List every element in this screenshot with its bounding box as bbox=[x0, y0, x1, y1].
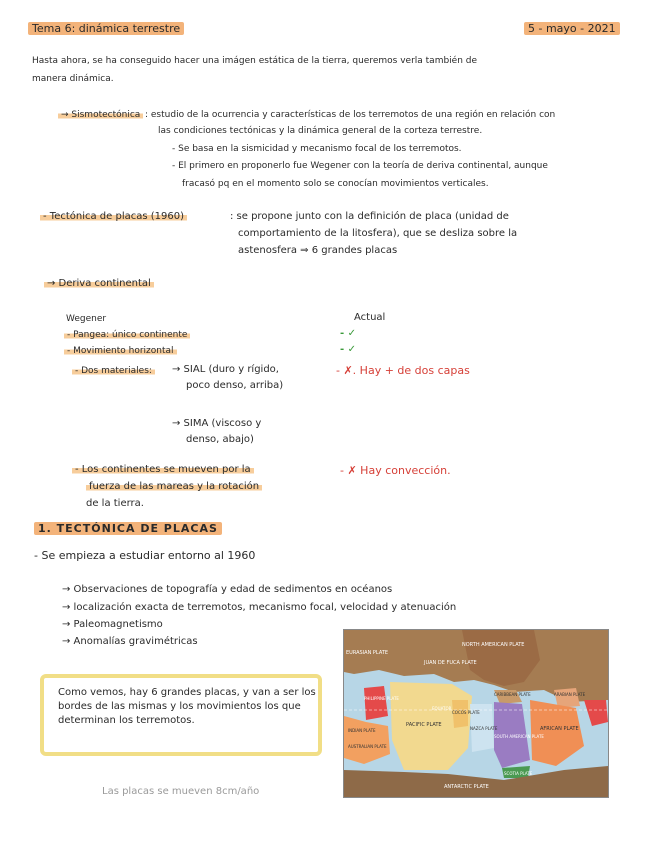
sismotectonica-def-2: las condiciones tectónicas y la dinámica general de la corteza terrestre. bbox=[158, 126, 483, 136]
sial-line-1: → SIAL (duro y rígido, bbox=[172, 364, 279, 375]
map-label-philippine: PHILIPPINE PLATE bbox=[364, 696, 399, 701]
map-label-scotia: SCOTIA PLATE bbox=[504, 771, 533, 776]
section-1-item-3: → Paleomagnetismo bbox=[62, 619, 163, 630]
map-label-pacific: PACIFIC PLATE bbox=[406, 722, 442, 728]
continentes-line-3: de la tierra. bbox=[86, 498, 144, 509]
section-1-item-1: → Observaciones de topografía y edad de sedimentos en océanos bbox=[62, 584, 393, 595]
footer-note: Las placas se mueven 8cm/año bbox=[102, 786, 260, 797]
section-1-line: - Se empieza a estudiar entorno al 1960 bbox=[34, 549, 256, 562]
sismotectonica-bullet-2: - El primero en proponerlo fue Wegener con la teoría de deriva continental, aunque bbox=[172, 161, 548, 171]
map-label-cocos: COCOS PLATE bbox=[452, 710, 480, 715]
map-label-juan-de-fuca: JUAN DE FUCA PLATE bbox=[424, 660, 477, 666]
section-1-title: 1. TECTÓNICA DE PLACAS bbox=[34, 522, 222, 535]
tectonica-def-2: comportamiento de la litosfera), que se desliza sobre la bbox=[238, 228, 518, 239]
map-label-north-american: NORTH AMERICAN PLATE bbox=[462, 642, 525, 648]
continentes-line-2: fuerza de las mareas y la rotación bbox=[86, 481, 262, 492]
sismotectonica-bullet-1: - Se basa en la sismicidad y mecanismo focal de los terremotos. bbox=[172, 144, 462, 154]
map-label-eurasian: EURASIAN PLATE bbox=[346, 650, 389, 656]
sismotectonica-term: → Sismotectónica bbox=[58, 110, 143, 120]
dos-materiales-label: - Dos materiales: bbox=[72, 366, 155, 376]
deriva-title: → Deriva continental bbox=[44, 278, 154, 289]
map-label-arabian: ARABIAN PLATE bbox=[554, 692, 586, 697]
sima-line-2: denso, abajo) bbox=[186, 434, 254, 445]
sial-line-2: poco denso, arriba) bbox=[186, 380, 284, 391]
map-label-south-american: SOUTH AMERICAN PLATE bbox=[494, 734, 544, 739]
note-text: Como vemos, hay 6 grandes placas, y van a ser los bordes de las mismas y los movimientos los que determinan los terremotos. bbox=[58, 687, 316, 726]
tectonica-def-1: : se propone junto con la definición de placa (unidad de bbox=[230, 211, 509, 222]
map-label-australian: AUSTRALIAN PLATE bbox=[348, 744, 387, 749]
check-icon: - ✓ bbox=[340, 328, 357, 339]
continentes-line-1: - Los continentes se mueven por la bbox=[72, 464, 254, 475]
continentes-actual: - ✗ Hay convección. bbox=[340, 464, 451, 477]
map-label-indian: INDIAN PLATE bbox=[348, 728, 376, 733]
intro-line-2: manera dinámica. bbox=[32, 74, 114, 84]
tectonica-def-3: astenosfera ⇒ 6 grandes placas bbox=[238, 245, 398, 256]
intro-line-1: Hasta ahora, se ha conseguido hacer una imágen estática de la tierra, queremos verla también de bbox=[32, 56, 478, 66]
map-label-caribbean: CARIBBEAN PLATE bbox=[494, 692, 531, 697]
page-title: Tema 6: dinámica terrestre bbox=[28, 22, 184, 35]
sismotectonica-bullet-3: fracasó pq en el momento solo se conocían movimientos verticales. bbox=[182, 179, 489, 189]
section-1-item-2: → localización exacta de terremotos, mecanismo focal, velocidad y atenuación bbox=[62, 602, 457, 613]
tectonica-term: - Tectónica de placas (1960) bbox=[40, 211, 187, 222]
deriva-row-pangea: - Pangea: único continente bbox=[64, 330, 190, 340]
map-label-antarctic: ANTARCTIC PLATE bbox=[444, 784, 489, 790]
map-label-equator: EQUATOR bbox=[432, 706, 452, 711]
map-label-african: AFRICAN PLATE bbox=[540, 726, 579, 732]
section-1-item-4: → Anomalías gravimétricas bbox=[62, 636, 198, 647]
map-label-nazca: NAZCA PLATE bbox=[470, 726, 498, 731]
wegener-header: Wegener bbox=[66, 314, 107, 324]
dos-materiales-actual: - ✗. Hay + de dos capas bbox=[336, 364, 470, 377]
tectonic-plates-map bbox=[343, 629, 609, 798]
note-box bbox=[40, 674, 322, 756]
check-icon: - ✓ bbox=[340, 344, 357, 355]
deriva-row-movimiento: - Movimiento horizontal bbox=[64, 346, 177, 356]
page-date: 5 - mayo - 2021 bbox=[524, 22, 620, 35]
sismotectonica-def-1: : estudio de la ocurrencia y características de los terremotos de una región en relación con bbox=[145, 110, 556, 120]
sima-line-1: → SIMA (viscoso y bbox=[172, 418, 262, 429]
actual-header: Actual bbox=[354, 312, 386, 323]
